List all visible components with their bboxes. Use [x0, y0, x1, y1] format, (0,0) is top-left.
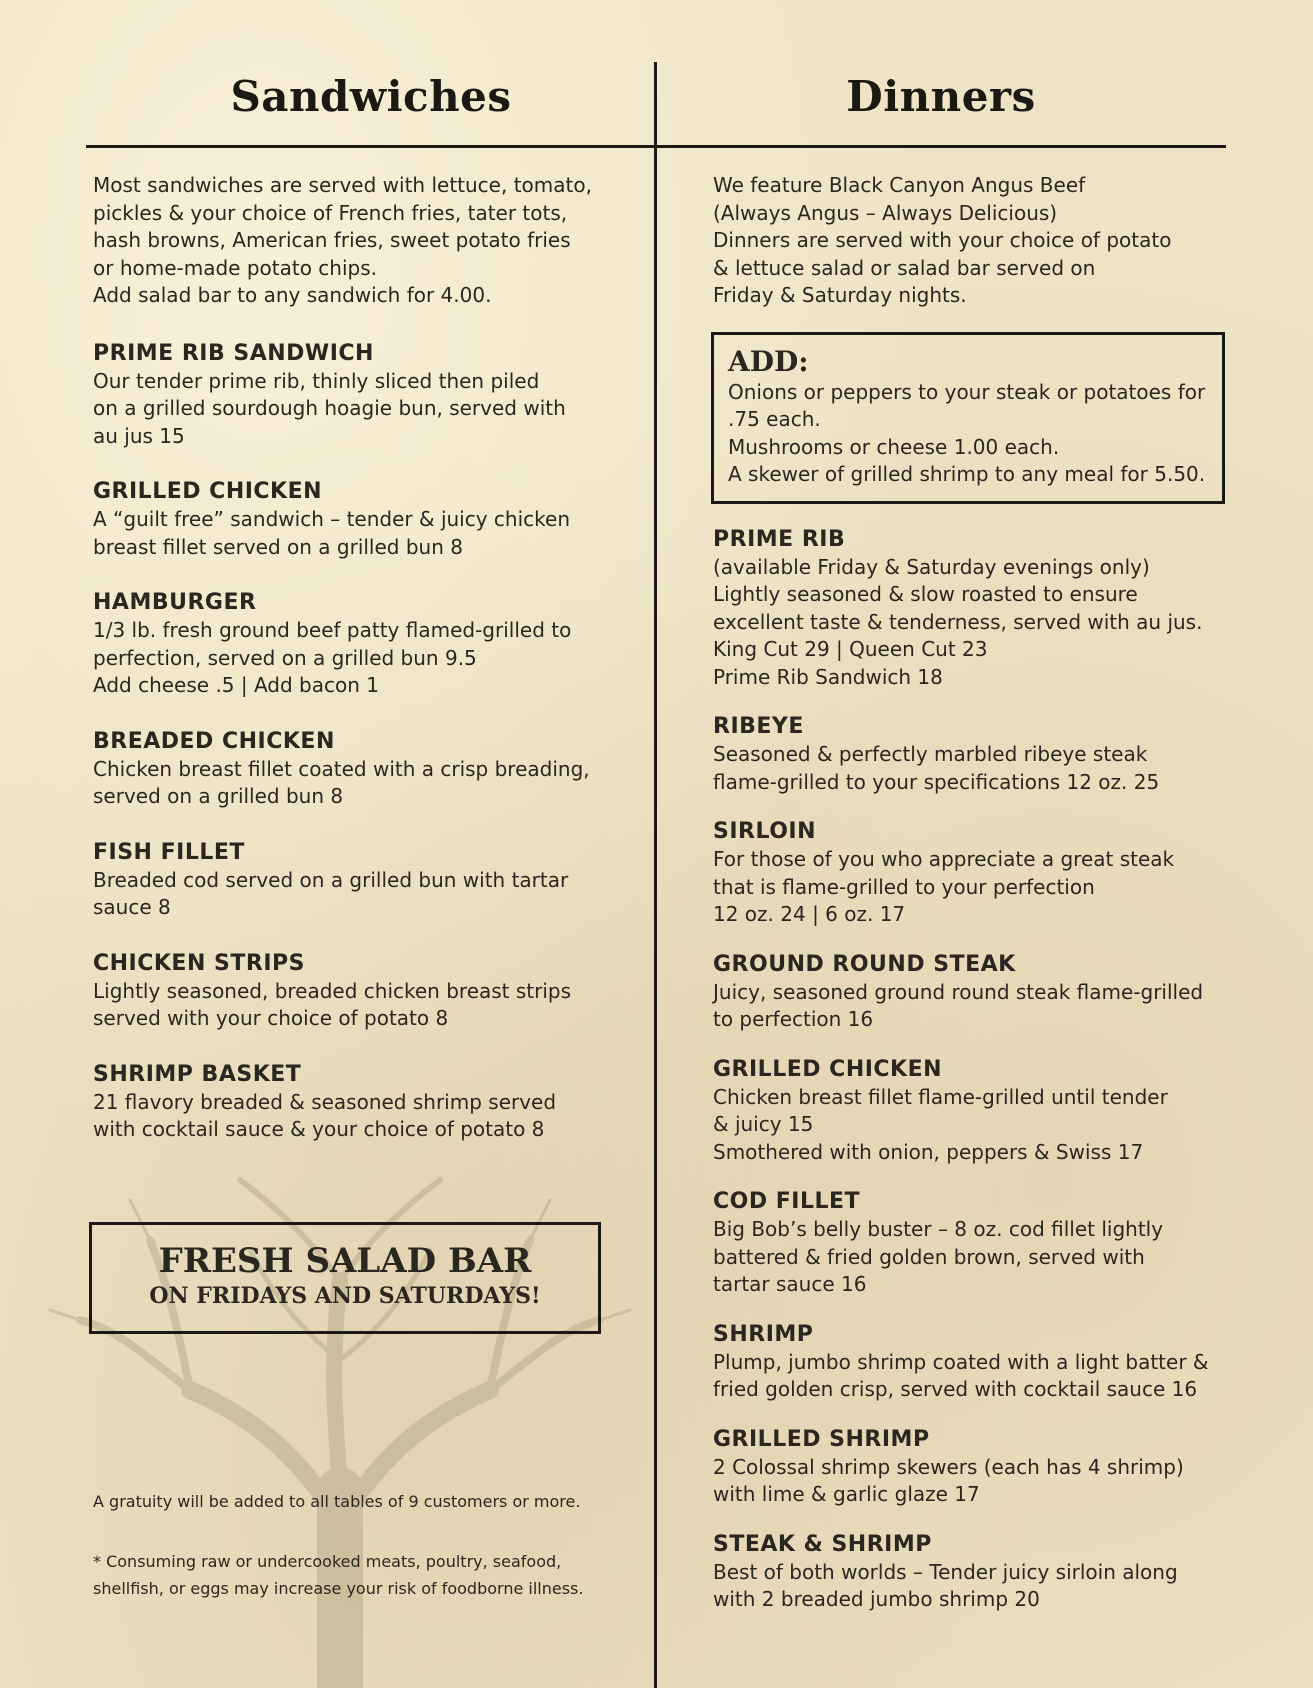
menu-item [93, 589, 653, 700]
menu-item-name: GRILLED CHICKEN [93, 479, 323, 504]
menu-item [93, 728, 653, 811]
menu-item-description: Plump, jumbo shrimp coated with a light batter & fried golden crisp, served with cocktail sauce 16 [713, 1349, 1209, 1401]
menu-item-name: SHRIMP [713, 1321, 814, 1347]
sandwiches-heading: Sandwiches [230, 72, 512, 121]
menu-item-description: 2 Colossal shrimp skewers (each has 4 shrimp) with lime & garlic glaze 17 [713, 1454, 1184, 1506]
menu-item-name: STEAK & SHRIMP [713, 1531, 932, 1557]
menu-item-name: HAMBURGER [93, 590, 257, 615]
menu-item-description: Breaded cod served on a grilled bun with tartar sauce 8 [93, 867, 569, 919]
menu-item-name: SHRIMP BASKET [93, 1061, 302, 1087]
menu-item-name: PRIME RIB SANDWICH [93, 340, 374, 366]
menu-item-description: Big Bob’s belly buster – 8 oz. cod fillet lightly battered & fried golden brown, served with tartar sauce 16 [713, 1217, 1164, 1296]
dinners-column [713, 172, 1233, 1614]
menu-item-description: Chicken breast fillet coated with a crisp breading, served on a grilled bun 8 [93, 756, 590, 808]
gratuity-note: A gratuity will be added to all tables of 9 customers or more. [93, 1492, 581, 1511]
dinners-intro: We feature Black Canyon Angus Beef (Always Angus – Always Delicious) Dinners are served with your choice of potato & lettuce salad or salad bar served on Friday & Saturday nights. [713, 173, 1172, 307]
menu-item-name: GROUND ROUND STEAK [713, 951, 1016, 977]
add-ons-title: ADD: [728, 344, 809, 378]
menu-item-name: COD FILLET [713, 1189, 861, 1214]
menu-item [93, 839, 653, 922]
menu-item-description: Lightly seasoned, breaded chicken breast strips served with your choice of potato 8 [93, 978, 572, 1030]
menu-item-name: GRILLED SHRIMP [713, 1426, 930, 1452]
menu-item [713, 1056, 1233, 1167]
menu-item-name: GRILLED CHICKEN [713, 1056, 943, 1082]
menu-item-description: Our tender prime rib, thinly sliced then piled on a grilled sourdough hoagie bun, served with au jus 15 [93, 368, 566, 448]
menu-item [713, 818, 1233, 929]
salad-bar-subtitle: ON FRIDAYS AND SATURDAYS! [149, 1283, 541, 1309]
menu-item [713, 713, 1233, 796]
menu-item-description: 1/3 lb. fresh ground beef patty flamed-grilled to perfection, served on a grilled bun 9.5 Add cheese .5 | Add bacon 1 [93, 618, 572, 697]
menu-item [713, 951, 1233, 1034]
menu-item-description: Chicken breast fillet flame-grilled until tender & juicy 15 Smothered with onion, peppers & Swiss 17 [713, 1084, 1168, 1164]
salad-bar-title: FRESH SALAD BAR [158, 1241, 532, 1281]
menu-item-name: PRIME RIB [713, 526, 846, 552]
menu-item-name: BREADED CHICKEN [93, 728, 335, 754]
menu-item [93, 340, 653, 451]
menu-item-description: Juicy, seasoned ground round steak flame-grilled to perfection 16 [713, 979, 1204, 1031]
consumption-warning: * Consuming raw or undercooked meats, poultry, seafood, shellfish, or eggs may increase your risk of foodborne illness. [93, 1552, 584, 1598]
menu-item-description: For those of you who appreciate a great steak that is flame-grilled to your perfection 12 oz. 24 | 6 oz. 17 [713, 847, 1175, 926]
menu-item [93, 950, 653, 1033]
menu-item-name: CHICKEN STRIPS [93, 950, 305, 976]
menu-item-description: Best of both worlds – Tender juicy sirloin along with 2 breaded jumbo shrimp 20 [713, 1559, 1178, 1611]
sandwiches-intro: Most sandwiches are served with lettuce, tomato, pickles & your choice of French fries, tater tots, hash browns, American fries, sweet potato fries or home-made potato chips. Add salad bar to any sandwich for 4.00. [93, 173, 592, 307]
menu-item [713, 1531, 1233, 1614]
sandwiches-column [93, 172, 653, 1172]
menu-item [713, 1321, 1233, 1404]
add-ons-box [711, 332, 1225, 504]
sandwiches-title-rule [86, 145, 656, 148]
menu-item-name: FISH FILLET [93, 839, 245, 865]
menu-item-description: Seasoned & perfectly marbled ribeye steak flame-grilled to your specifications 12 oz. 25 [713, 742, 1160, 794]
center-divider [654, 62, 657, 1688]
menu-item [93, 478, 653, 561]
menu-item [713, 1188, 1233, 1299]
menu-item [713, 526, 1233, 692]
menu-item [713, 1426, 1233, 1509]
dinners-title-rule [654, 145, 1226, 148]
menu-item-description: A “guilt free” sandwich – tender & juicy chicken breast fillet served on a grilled bun 8 [93, 507, 570, 559]
menu-item [93, 1061, 653, 1144]
menu-item-name: RIBEYE [713, 714, 804, 739]
add-ons-text: Onions or peppers to your steak or potatoes for .75 each. Mushrooms or cheese 1.00 each. A skewer of grilled shrimp to any meal for 5.50. [728, 379, 1206, 486]
menu-item-description: 21 flavory breaded & seasoned shrimp served with cocktail sauce & your choice of potato 8 [93, 1089, 557, 1141]
menu-item-name: SIRLOIN [713, 819, 817, 844]
menu-item-description: (available Friday & Saturday evenings only) Lightly seasoned & slow roasted to ensure excellent taste & tenderness, served with au jus. King Cut 29 | Queen Cut 23 Prime Rib Sandwich 18 [713, 554, 1203, 689]
salad-bar-callout [89, 1222, 601, 1334]
dinners-heading: Dinners [846, 72, 1036, 121]
